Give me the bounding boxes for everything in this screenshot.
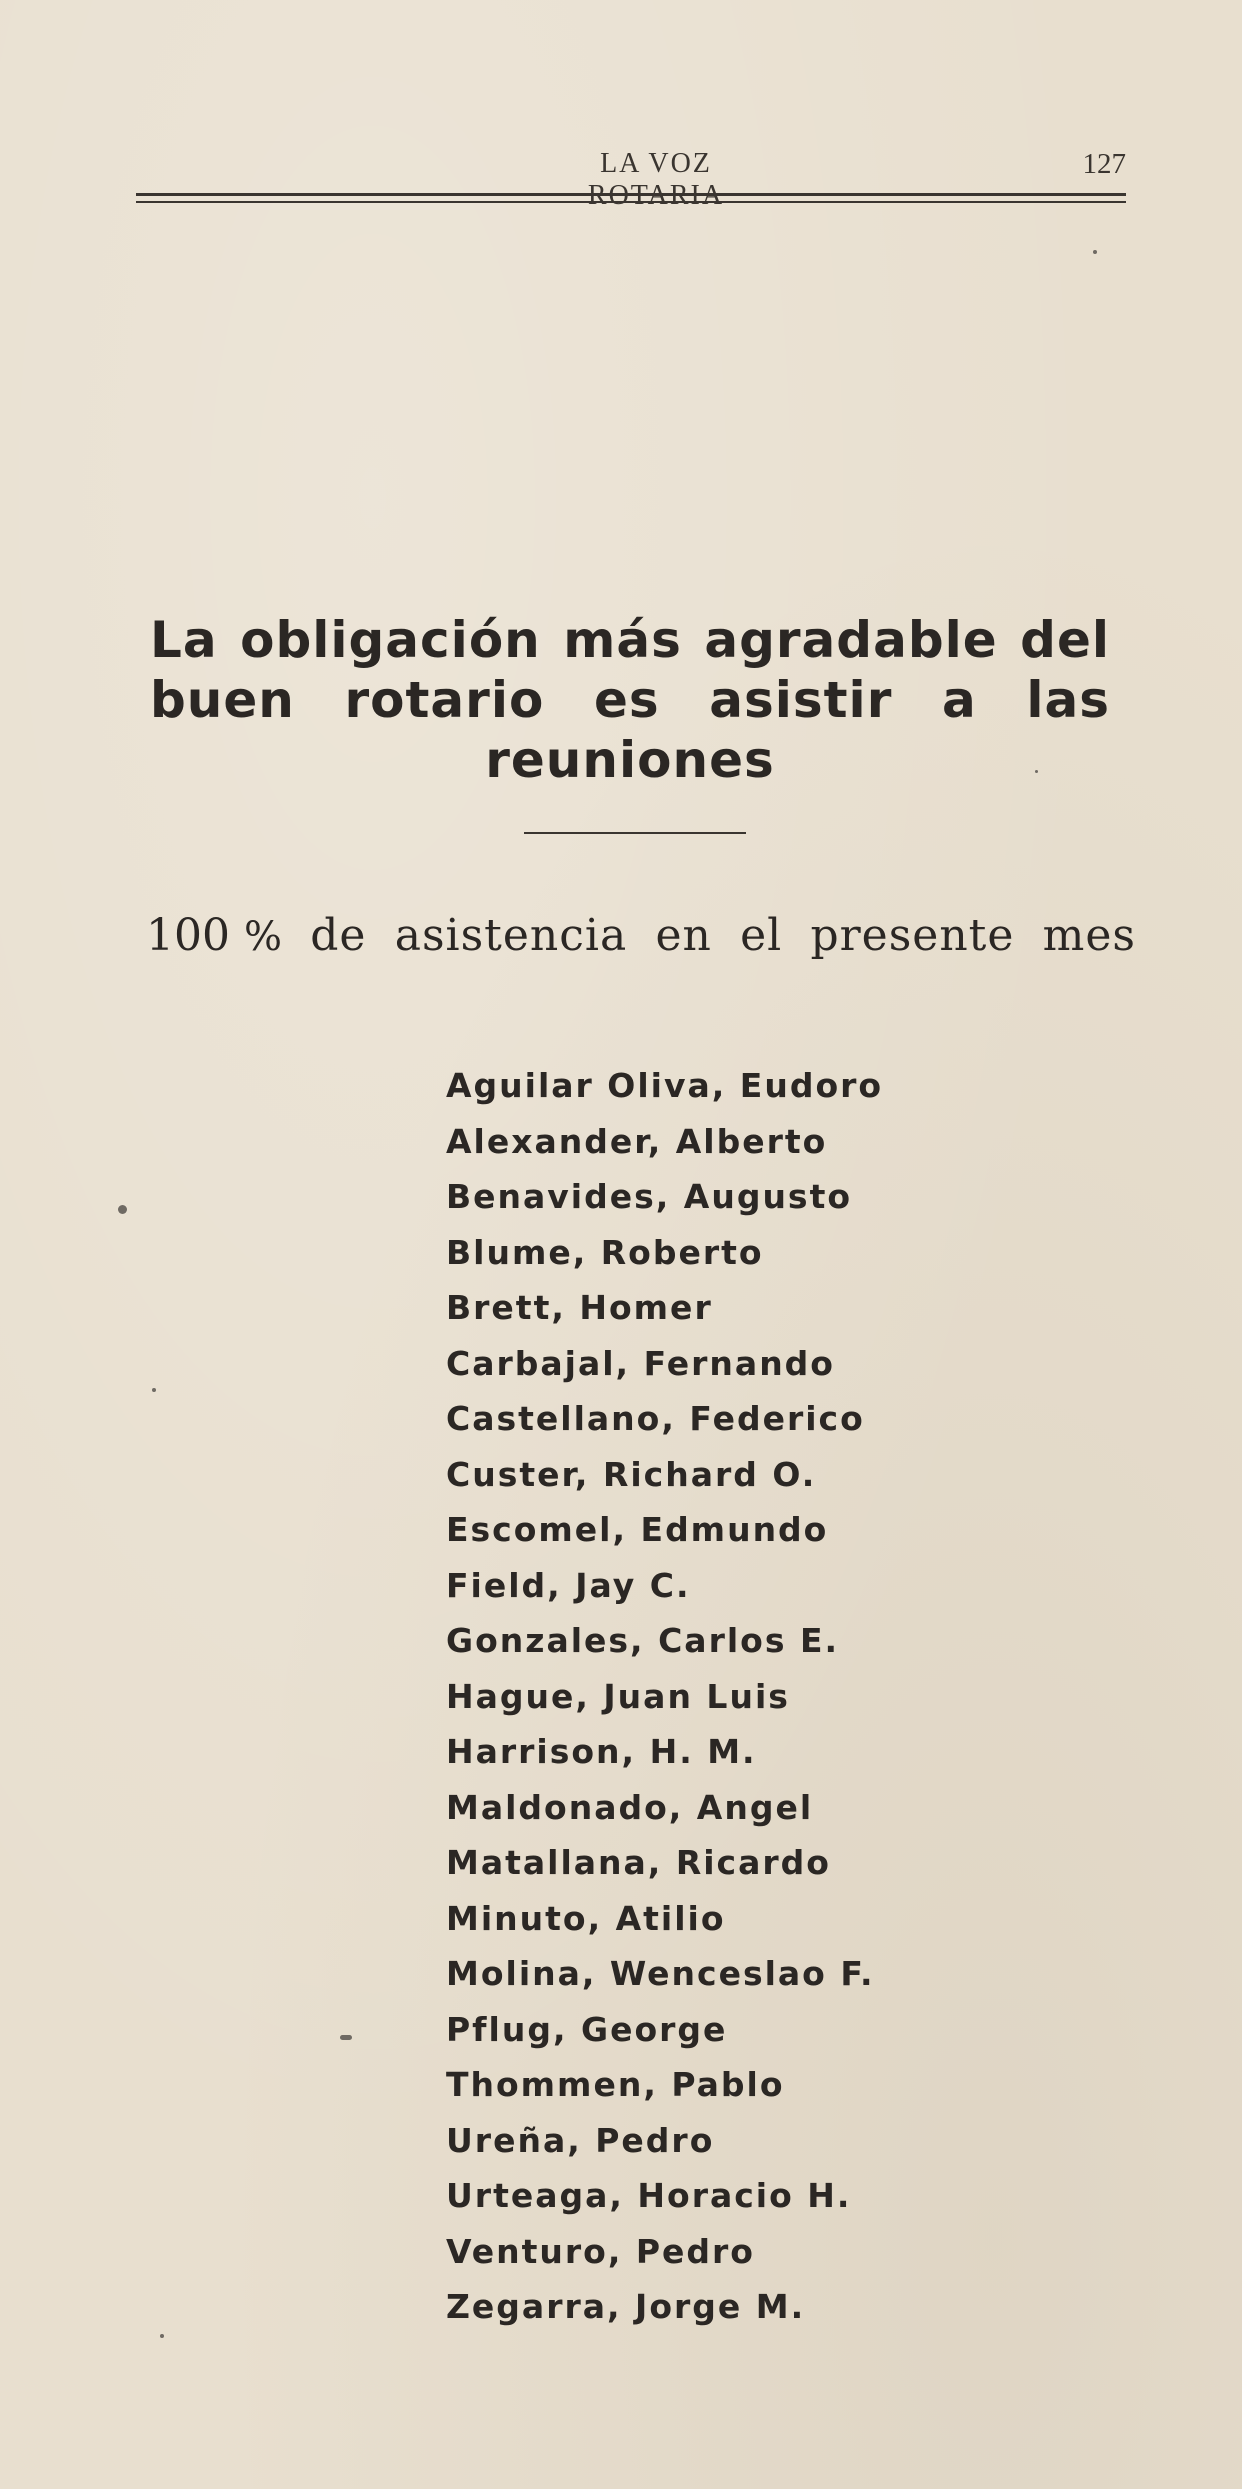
member-name: Aguilar Oliva, Eudoro [446, 1066, 884, 1105]
member-name: Alexander, Alberto [446, 1121, 828, 1161]
member-name: Zegarra, Jorge M. [446, 2287, 806, 2326]
member-name: Brett, Homer [446, 1288, 713, 1327]
member-name: Escomel, Edmundo [446, 1510, 829, 1549]
member-name: Carbajal, Fernando [446, 1343, 835, 1383]
subtitle-word: asistencia [394, 910, 628, 961]
member-name: Minuto, Atilio [446, 1898, 726, 1938]
member-name: Castellano, Federico [446, 1399, 865, 1438]
member-name: Harrison, H. M. [446, 1732, 757, 1771]
header-rule [136, 193, 1126, 203]
attendance-subtitle [146, 910, 1136, 980]
member-name: Pflug, George [446, 2009, 728, 2049]
member-name: Thommen, Pablo [446, 2065, 785, 2104]
subtitle-number: 100 [146, 910, 230, 961]
ink-speck [1093, 250, 1097, 254]
ink-speck [152, 1388, 156, 1392]
member-name: Urteaga, Horacio H. [446, 2176, 852, 2215]
member-name: Ureña, Pedro [446, 2120, 715, 2160]
page-number: 127 [1082, 148, 1126, 180]
journal-title: LA VOZ ROTARIA [587, 148, 725, 211]
headline-line-3: reuniones [485, 731, 775, 789]
member-name: Maldonado, Angel [446, 1787, 814, 1827]
section-divider [524, 832, 746, 834]
headline-line-1: La obligación más agradable del [150, 611, 1110, 669]
member-name: Blume, Roberto [446, 1232, 764, 1272]
subtitle-percentage [146, 910, 282, 961]
member-name: Molina, Wenceslao F. [446, 1954, 875, 1993]
member-name: Gonzales, Carlos E. [446, 1621, 840, 1660]
ink-speck [118, 1205, 127, 1214]
headline [150, 610, 1110, 790]
subtitle-word: el [740, 910, 783, 961]
headline-line-2: buen rotario es asistir a las [150, 671, 1110, 729]
ink-speck [160, 2334, 164, 2338]
subtitle-word: en [655, 910, 712, 961]
ink-speck [340, 2035, 352, 2040]
member-name: Venturo, Pedro [446, 2231, 755, 2271]
member-list [446, 1058, 1046, 2335]
percent-sign: % [243, 914, 282, 960]
member-name: Benavides, Augusto [446, 1177, 853, 1216]
subtitle-word: de [310, 910, 367, 961]
subtitle-word: mes [1042, 910, 1136, 961]
member-name: Hague, Juan Luis [446, 1676, 790, 1716]
member-name: Matallana, Ricardo [446, 1843, 831, 1882]
member-name: Field, Jay C. [446, 1565, 691, 1605]
subtitle-word: presente [810, 910, 1015, 961]
running-header [136, 148, 1126, 211]
member-name: Custer, Richard O. [446, 1454, 817, 1494]
